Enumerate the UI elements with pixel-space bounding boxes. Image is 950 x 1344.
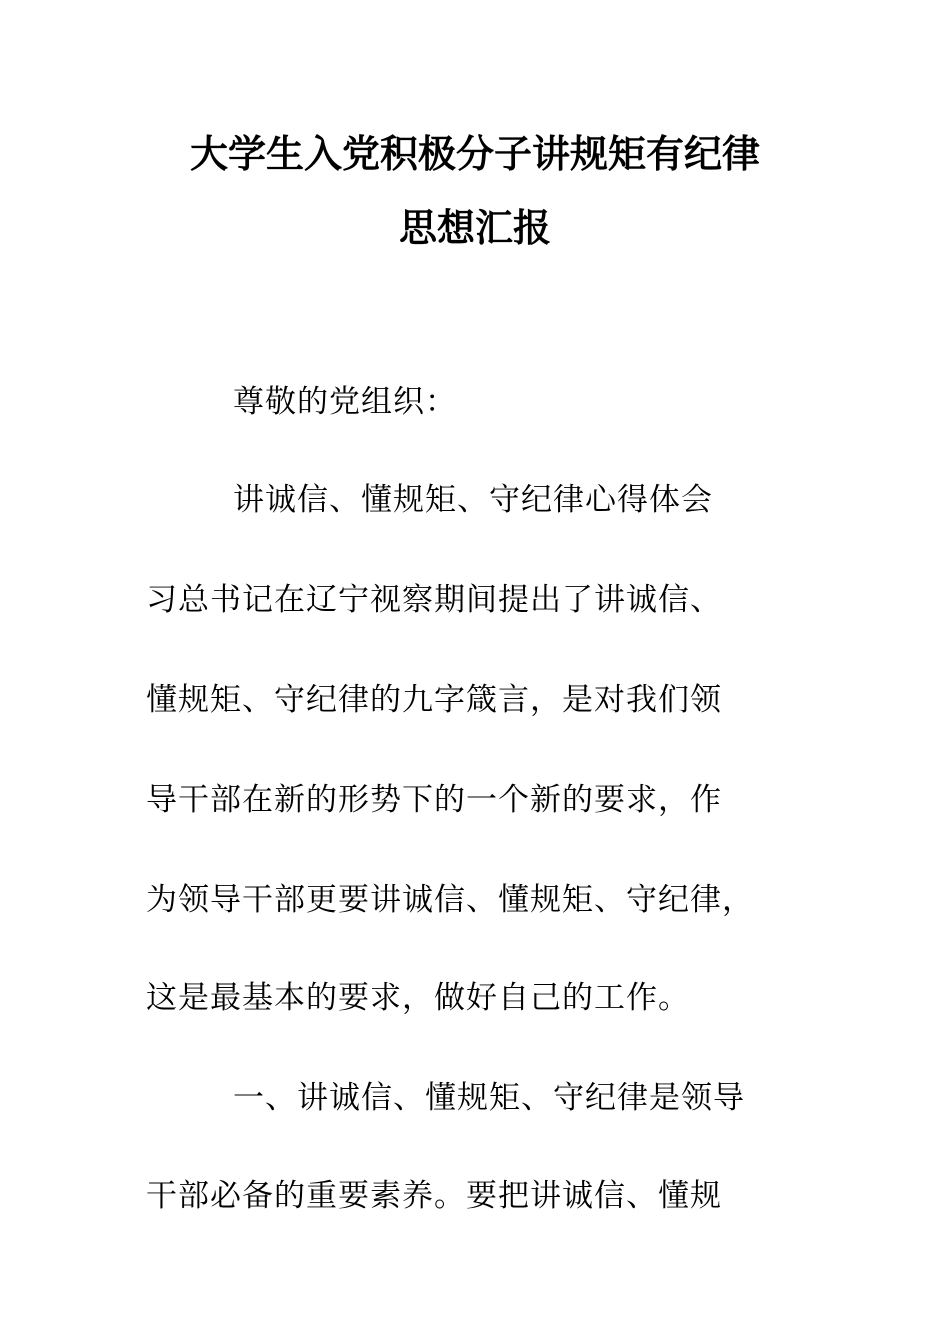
salutation: 尊敬的党组织： — [233, 384, 457, 420]
paragraph-line: 导干部在新的形势下的一个新的要求，作 — [146, 782, 722, 818]
paragraph-line: 习总书记在辽宁视察期间提出了讲诚信、 — [146, 582, 722, 618]
paragraph-line: 为领导干部更要讲诚信、懂规矩、守纪律， — [146, 882, 754, 918]
document-title-line-1: 大学生入党积极分子讲规矩有纪律 — [189, 132, 760, 176]
paragraph-line: 干部必备的重要素养。要把讲诚信、懂规 — [146, 1178, 722, 1214]
paragraph-line: 这是最基本的要求，做好自己的工作。 — [146, 980, 690, 1016]
paragraph-line: 懂规矩、守纪律的九字箴言，是对我们领 — [146, 682, 722, 718]
paragraph-line: 讲诚信、懂规矩、守纪律心得体会 — [233, 482, 713, 518]
document-title-line-2: 思想汇报 — [398, 206, 551, 250]
paragraph-line: 一、讲诚信、懂规矩、守纪律是领导 — [233, 1080, 745, 1116]
